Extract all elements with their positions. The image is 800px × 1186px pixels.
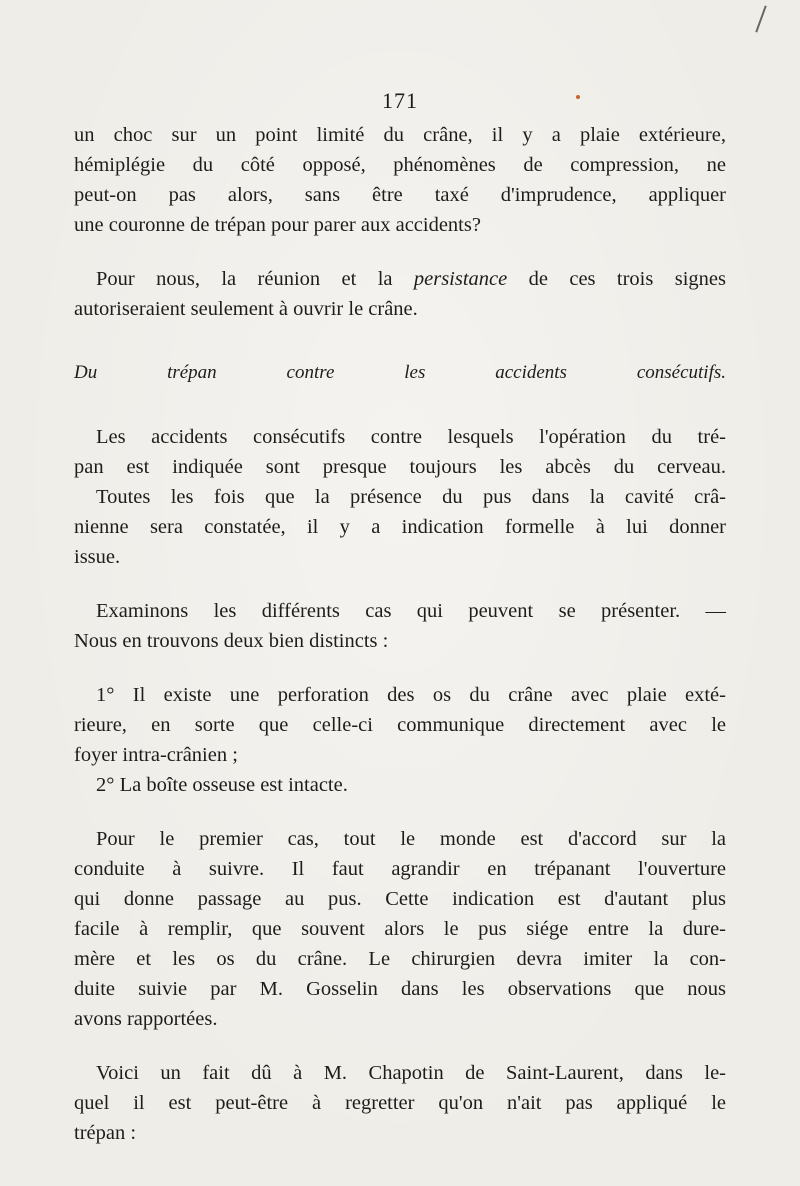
text-line: autoriseraient seulement à ouvrir le crâne. bbox=[74, 298, 418, 320]
body-text bbox=[74, 120, 726, 1148]
text-line: Toutes les fois que la présence du pus dans la cavité crâ- bbox=[96, 486, 726, 508]
text-line: Pour le premier cas, tout le monde est d'accord sur la bbox=[96, 828, 726, 850]
text-run: de ces trois signes bbox=[507, 268, 726, 290]
text-line: quel il est peut-être à regretter qu'on n'ait pas appliqué le bbox=[74, 1092, 726, 1114]
text-line: foyer intra-crânien ; bbox=[74, 744, 238, 766]
text-line: trépan : bbox=[74, 1122, 137, 1144]
text-line: une couronne de trépan pour parer aux accidents? bbox=[74, 214, 481, 236]
page-number: 171 bbox=[382, 88, 418, 113]
text-line: avons rapportées. bbox=[74, 1008, 218, 1030]
text-line: peut-on pas alors, sans être taxé d'imprudence, appliquer bbox=[74, 184, 726, 206]
text-line: issue. bbox=[74, 546, 121, 568]
text-line: conduite à suivre. Il faut agrandir en trépanant l'ouverture bbox=[74, 858, 726, 880]
text-line: mère et les os du crâne. Le chirurgien devra imiter la con- bbox=[74, 948, 726, 970]
text-run: Pour nous, la réunion et la bbox=[96, 268, 414, 290]
text-line: rieure, en sorte que celle-ci communique directement avec le bbox=[74, 714, 726, 736]
section-heading: Du trépan contre les accidents consécutifs. bbox=[74, 362, 726, 383]
text-line: Nous en trouvons deux bien distincts : bbox=[74, 630, 389, 652]
text-line: duite suivie par M. Gosselin dans les observations que nous bbox=[74, 978, 726, 1000]
text-line: Les accidents consécutifs contre lesquels l'opération du tré- bbox=[96, 426, 726, 448]
text-line: qui donne passage au pus. Cette indication est d'autant plus bbox=[74, 888, 726, 910]
text-line: hémiplégie du côté opposé, phénomènes de compression, ne bbox=[74, 154, 726, 176]
text-line: Examinons les différents cas qui peuvent se présenter. — bbox=[96, 600, 726, 622]
pencil-mark bbox=[755, 6, 766, 33]
text-line: 2° La boîte osseuse est intacte. bbox=[96, 774, 348, 796]
emphasis-word: persistance bbox=[413, 268, 508, 290]
text-line bbox=[74, 264, 726, 294]
text-line: un choc sur un point limité du crâne, il y a plaie extérieure, bbox=[74, 124, 726, 146]
text-line: 1° Il existe une perforation des os du crâne avec plaie exté- bbox=[96, 684, 726, 706]
text-line: facile à remplir, que souvent alors le pus siége entre la dure- bbox=[74, 918, 726, 940]
text-line: nienne sera constatée, il y a indication formelle à lui donner bbox=[74, 516, 726, 538]
text-line: pan est indiquée sont presque toujours les abcès du cerveau. bbox=[74, 456, 726, 478]
text-line: Voici un fait dû à M. Chapotin de Saint-Laurent, dans le- bbox=[96, 1062, 726, 1084]
